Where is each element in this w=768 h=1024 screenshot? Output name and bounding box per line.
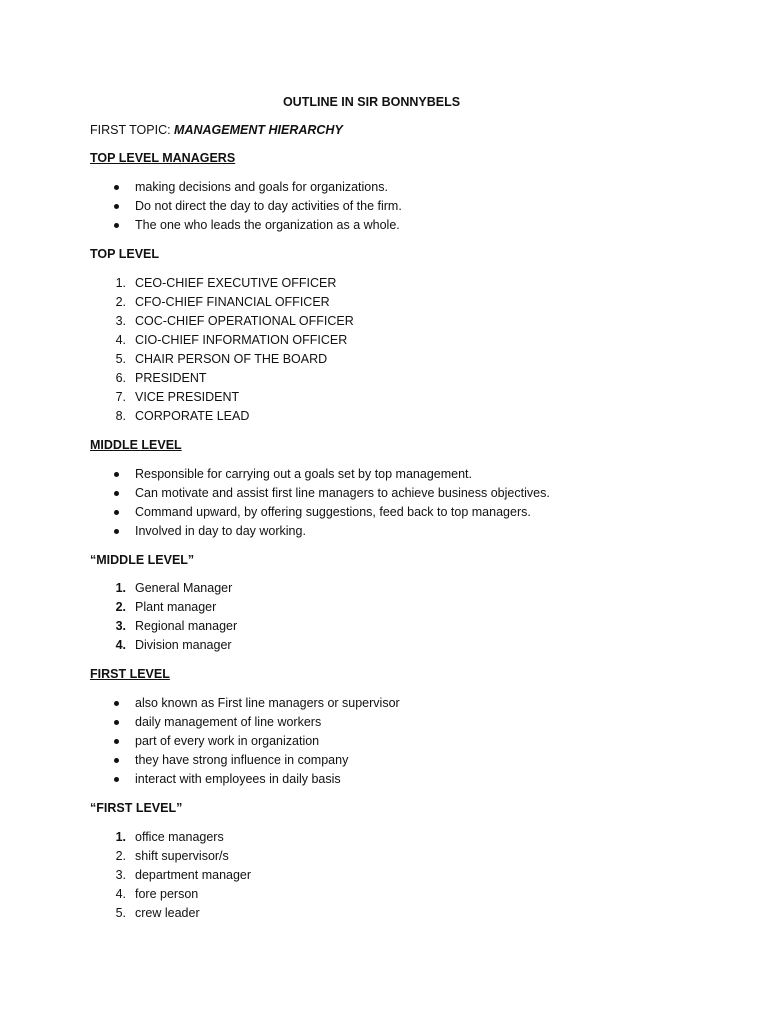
list-number: 2. — [115, 294, 126, 309]
section-heading-first-level: FIRST LEVEL — [90, 667, 170, 682]
bullet-icon — [114, 472, 119, 477]
list-item — [90, 885, 690, 904]
document-title: OUTLINE IN SIR BONNYBELS — [282, 95, 461, 109]
list-number: 1. — [115, 275, 126, 290]
list-item-text: CHAIR PERSON OF THE BOARD — [135, 351, 328, 366]
list-item — [90, 312, 690, 331]
list-item-text: Involved in day to day working. — [135, 523, 306, 538]
section-heading-top-level: TOP LEVEL — [90, 247, 160, 262]
list-item-text: interact with employees in daily basis — [135, 771, 341, 786]
bullet-icon — [114, 510, 119, 515]
bullet-icon — [114, 720, 119, 725]
bullet-icon — [114, 223, 119, 228]
list-item-text: office managers — [135, 829, 224, 844]
list-item-text: Do not direct the day to day activities of the firm. — [135, 199, 402, 214]
list-item-text: Command upward, by offering suggestions, feed back to top managers. — [135, 504, 531, 519]
list-item — [90, 751, 690, 770]
list-item — [90, 274, 690, 293]
list-number: 3. — [115, 313, 126, 328]
list-item-text: Plant manager — [135, 600, 217, 615]
list-number: 4. — [115, 886, 126, 901]
list-item-text: VICE PRESIDENT — [135, 389, 240, 404]
list-item — [90, 465, 690, 484]
list-item — [90, 598, 690, 617]
list-item — [90, 636, 690, 655]
list-item-text: Can motivate and assist first line managers to achieve business objectives. — [135, 485, 550, 500]
section-heading-middle-level-list: “MIDDLE LEVEL” — [90, 552, 195, 567]
list-item — [90, 407, 690, 426]
list-item — [90, 828, 690, 847]
list-item-text: part of every work in organization — [135, 733, 320, 748]
list-number: 3. — [115, 619, 126, 634]
bullet-icon — [114, 777, 119, 782]
list-number: 1. — [115, 581, 126, 596]
numbered-list-first-level — [90, 828, 690, 923]
list-item — [90, 503, 690, 522]
bullet-list-middle-level — [90, 465, 690, 541]
list-item — [90, 732, 690, 751]
list-item-text: Responsible for carrying out a goals set by top management. — [135, 466, 472, 481]
bullet-icon — [114, 185, 119, 190]
list-item-text: Regional manager — [135, 619, 238, 634]
bullet-list-first-level — [90, 694, 690, 789]
list-item — [90, 904, 690, 923]
list-number: 4. — [115, 638, 126, 653]
bullet-icon — [114, 758, 119, 763]
list-item-text: General Manager — [135, 581, 233, 596]
list-item-text: shift supervisor/s — [135, 848, 229, 863]
list-number: 7. — [115, 389, 126, 404]
list-item-text: CIO-CHIEF INFORMATION OFFICER — [135, 332, 348, 347]
numbered-list-top-level — [90, 274, 690, 426]
list-item-text: making decisions and goals for organizations. — [135, 180, 388, 195]
numbered-list-middle-level — [90, 579, 690, 655]
list-item-text: also known as First line managers or supervisor — [135, 695, 400, 710]
section-heading-top-level-managers: TOP LEVEL MANAGERS — [90, 151, 236, 166]
list-item — [90, 293, 690, 312]
list-item — [90, 617, 690, 636]
list-item-text: fore person — [135, 886, 199, 901]
list-number: 2. — [115, 600, 126, 615]
list-item-text: CFO-CHIEF FINANCIAL OFFICER — [135, 294, 330, 309]
list-item — [90, 694, 690, 713]
list-item-text: daily management of line workers — [135, 714, 322, 729]
list-number: 6. — [115, 370, 126, 385]
list-item-text: The one who leads the organization as a whole. — [135, 218, 400, 233]
bullet-list-top-level-managers — [90, 178, 690, 235]
list-number: 1. — [115, 829, 126, 844]
list-number: 3. — [115, 867, 126, 882]
list-number: 8. — [115, 408, 126, 423]
bullet-icon — [114, 701, 119, 706]
list-number: 5. — [115, 905, 126, 920]
list-item-text: CEO-CHIEF EXECUTIVE OFFICER — [135, 275, 337, 290]
list-item-text: COC-CHIEF OPERATIONAL OFFICER — [135, 313, 354, 328]
list-item-text: PRESIDENT — [135, 370, 207, 385]
list-number: 5. — [115, 351, 126, 366]
section-heading-first-level-list: “FIRST LEVEL” — [90, 800, 183, 815]
list-item — [90, 178, 690, 197]
bullet-icon — [114, 529, 119, 534]
list-item — [90, 331, 690, 350]
topic-line — [90, 121, 690, 140]
list-item — [90, 866, 690, 885]
list-item — [90, 350, 690, 369]
bullet-icon — [114, 739, 119, 744]
list-item-text: Division manager — [135, 638, 232, 653]
list-number: 4. — [115, 332, 126, 347]
bullet-icon — [114, 491, 119, 496]
list-item — [90, 197, 690, 216]
list-item — [90, 770, 690, 789]
list-item — [90, 388, 690, 407]
list-item — [90, 847, 690, 866]
list-item-text: they have strong influence in company — [135, 752, 349, 767]
list-item — [90, 484, 690, 503]
list-item — [90, 522, 690, 541]
list-item — [90, 713, 690, 732]
list-item-text: department manager — [135, 867, 252, 882]
bullet-icon — [114, 204, 119, 209]
list-item — [90, 579, 690, 598]
list-item-text: crew leader — [135, 905, 200, 920]
topic-label: FIRST TOPIC: — [90, 122, 175, 137]
list-item-text: CORPORATE LEAD — [135, 408, 250, 423]
list-number: 2. — [115, 848, 126, 863]
section-heading-middle-level: MIDDLE LEVEL — [90, 437, 182, 452]
list-item — [90, 369, 690, 388]
list-item — [90, 216, 690, 235]
topic-value: MANAGEMENT HIERARCHY — [174, 122, 343, 137]
document-page — [90, 93, 690, 933]
